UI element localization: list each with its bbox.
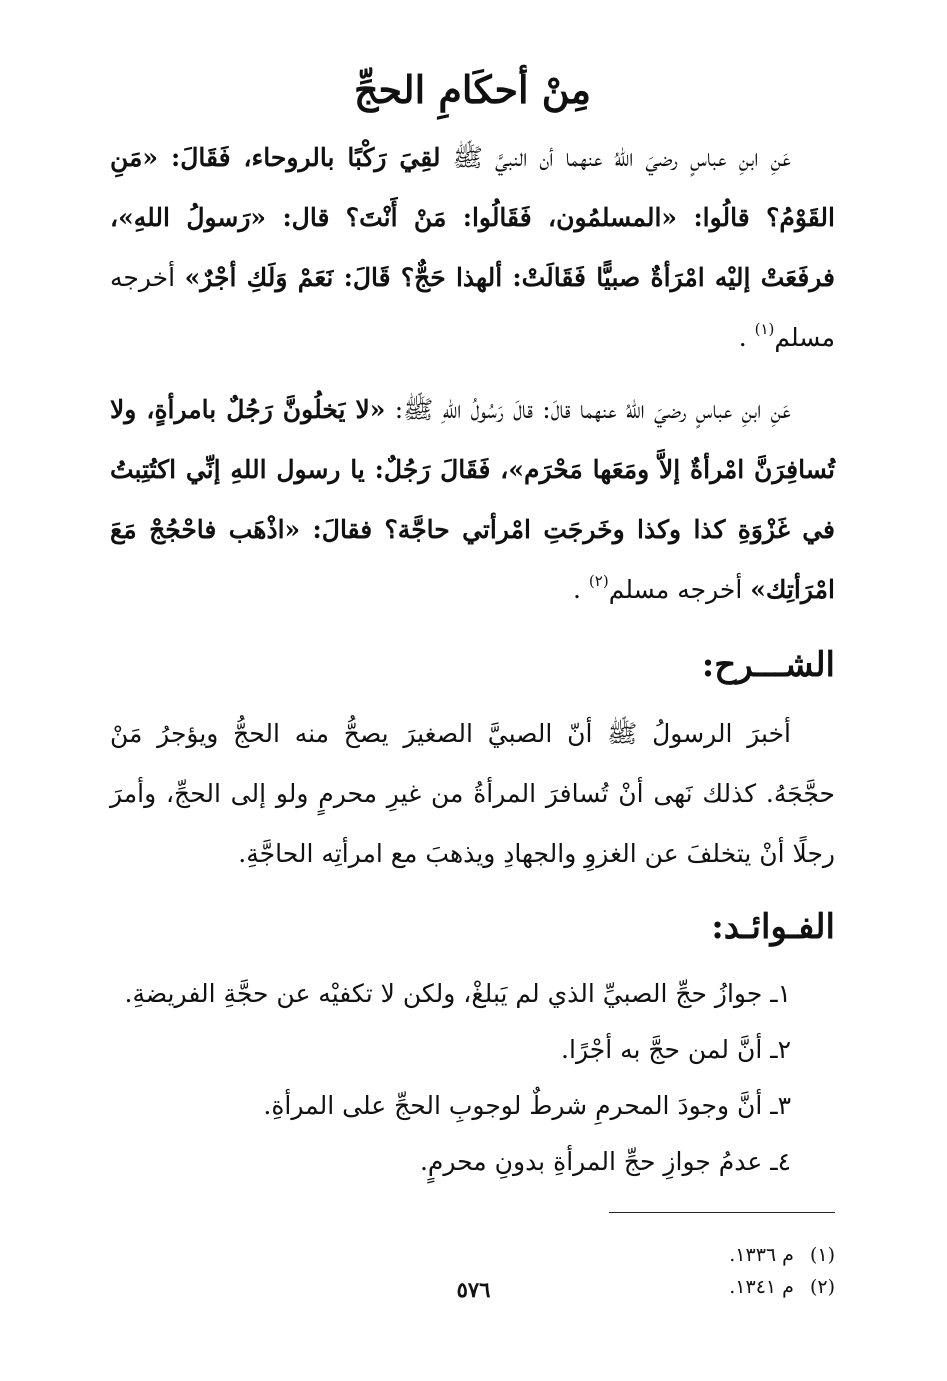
hadith-2 [110,380,835,620]
hadith-1 [110,128,835,368]
benefits-heading: الفـوائـد: [711,907,835,947]
benefit-item-3: ٣ـ أنَّ وجودَ المحرمِ شرطٌ لوجوبِ الحجِّ على المرأةِ. [263,1091,791,1120]
explanation-heading: الشـــرح: [701,645,835,685]
footnote-2-text: م ١٣٤١. [729,1276,794,1298]
footnote-1-number: (١) [809,1244,835,1266]
explanation-text: أخبرَ الرسولُ ﷺ أنّ الصبيَّ الصغيرَ يصحُّ منه الحجُّ ويؤجرُ مَنْ حجَّجَهُ. كذلك نَهى أنْ تُسافرَ المرأةُ من غيرِ محرمٍ ولو إلى الحجِّ، وأمرَ رجلًا أنْ يتخلفَ عن الغزوِ والجهادِ ويذهبَ مع امرأتِه الحاجَّةِ. [110,719,835,868]
footnote-marker-1: (١) [754,320,775,338]
hadith-1-source: أخرجه مسلم [110,263,835,352]
page-title: مِنْ أحكَامِ الحجِّ [353,67,592,112]
hadith-2-text: «لا يَخلُونَّ رَجُلٌ بامرأةٍ، ولا تُسافِرَنَّ امْرأةٌ إلاَّ ومَعَها مَحْرَم»، فَقَالَ رَجُلٌ: يا رسول اللهِ إنِّي اكتُتِبتُ في غَزْوَةِ كذا وكذا وخَرجَتِ امْرأتي حاجَّة؟ فقالَ: «اذْهَب فاحْجُجْ مَعَ امْرَأتِك» [110,395,835,604]
hadith-1-text: لقِيَ رَكْبًا بالروحاء، فَقَالَ: «مَنِ القَوْمُ؟ قالُوا: «المسلمُون، فَقَالُوا: مَنْ أَنْتَ؟ قال: «رَسولُ اللهِ»، فرفَعَتْ إليْه امْرَأةٌ صبيًّا فَقَالَتْ: ألهذا حَجٌّ؟ قَالَ: نَعَمْ وَلَكِ أجْرٌ» [110,143,836,292]
hadith-2-source: أخرجه مسلم [608,575,751,604]
footnote-separator [609,1212,835,1213]
footnote-1-text: م ١٣٣٦. [729,1244,794,1266]
hadith-2-end: . [573,575,589,604]
book-page [110,60,835,1381]
benefits-list [110,966,835,1190]
benefit-item-2: ٢ـ أنَّ لمن حجَّ به أجْرًا. [561,1035,791,1064]
footnote-marker-2: (٢) [588,572,609,590]
hadith-2-intro: عَنِ ابنِ عباسٍ رضيَ اللهُ عنهما قالَ: قالَ رَسُولُ اللهِ ﷺ: [385,395,791,424]
benefit-item-1: ١ـ جوازُ حجِّ الصبيِّ الذي لم يَبلغْ، ولكن لا تكفيْه عن حجَّةِ الفريضةِ. [124,979,791,1008]
page-number: ٥٧٦ [456,1277,491,1302]
footnote-1 [110,1239,835,1271]
footnote-2-number: (٢) [809,1276,835,1298]
hadith-1-end: . [738,323,755,352]
benefit-item-4: ٤ـ عدمُ جوازِ حجِّ المرأةِ بدونِ محرمٍ. [419,1147,791,1176]
hadith-1-intro: عَنِ ابنِ عباسٍ رضيَ اللهُ عنهما أن النبيَّ ﷺ [440,143,791,172]
